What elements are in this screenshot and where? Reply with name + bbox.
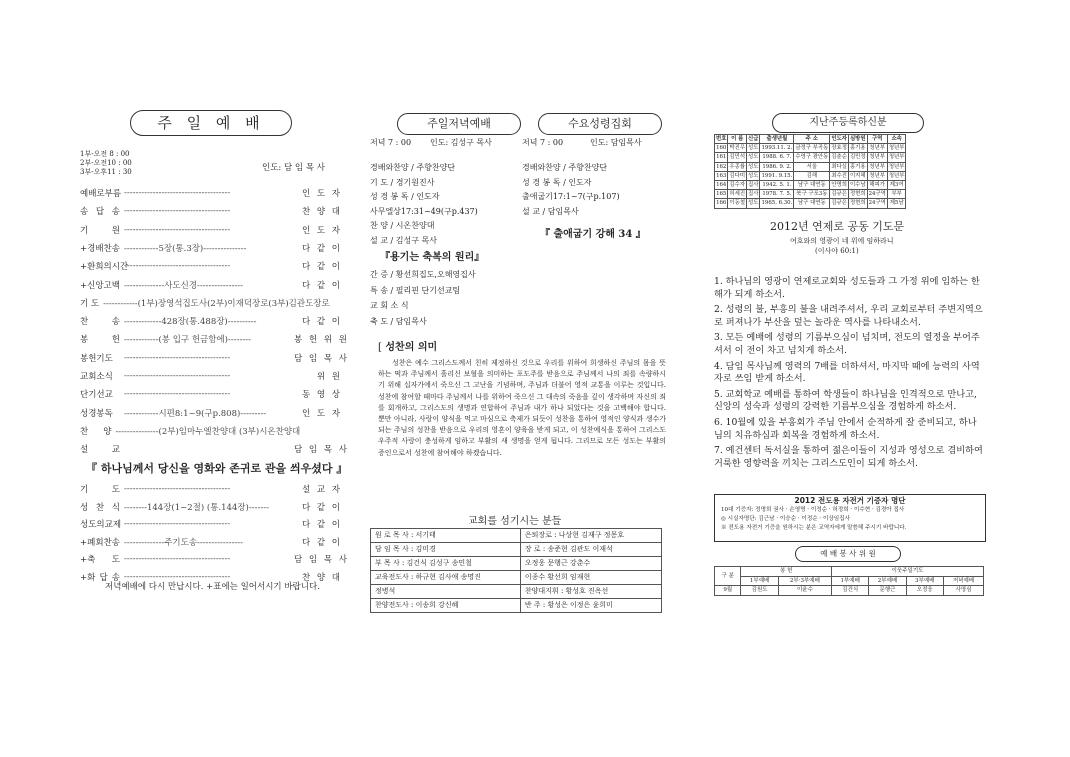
prayer-title: 2012년 연제로 공동 기도문 — [770, 220, 905, 233]
service-item-person: 인 도 자 — [301, 189, 342, 199]
servants-table — [370, 528, 662, 613]
servants-cell: 부 목 사 : 김건식 김성구 송민철 — [371, 557, 521, 571]
service-item-detail: --------144장(1~2절) (통.144장)------- — [124, 502, 269, 513]
register-cell: 김춘순 — [831, 154, 847, 161]
register-cell: 성도 — [748, 172, 759, 179]
register-cell: 162 — [716, 163, 727, 170]
duty-subheader-cell: 1부예배 — [741, 576, 778, 586]
register-cell: 정현희 — [849, 191, 866, 198]
service-item-detail: ------------------------------------- — [124, 572, 231, 582]
service-item-label: 기 도 — [80, 485, 120, 495]
service-row — [80, 552, 349, 566]
register-cell: 허세진 — [729, 191, 746, 198]
duty-subheader-cell: 2부·3부예배 — [778, 576, 831, 586]
service-item-label: +환희의시간 — [80, 262, 129, 273]
service-item-person: 담 임 목 사 — [294, 445, 349, 456]
service-time-2: 2부-오전10 : 00 — [80, 159, 132, 167]
register-cell: 제5남 — [887, 199, 906, 208]
duty-name-cell: 오정웅 — [906, 586, 943, 596]
servants-row — [371, 599, 662, 613]
register-cell: 청년부 — [867, 153, 887, 162]
register-header-cell: 주 소 — [794, 135, 830, 144]
service-item-label: 봉헌기도 — [80, 353, 113, 364]
meaning-text: 성찬은 예수 그리스도께서 친히 제정하신 것으로 우리를 위하여 희생하신 주님의 몸을 뜻하는 떡과 주님께서 흘리신 보혈을 의미하는 포도주를 받음으로 주님께서 나의 죄를 속량하시기 위해 십자가에서 죽으신 그 고난을 기념하며, 주님과 더불어 영적 교통을 이루는 것입니다. 성찬에 참여할 때마다 주님께서 나를 위하여 죽으신 그 대속의 죽음을 깊이 생각하며 자신의 죄를 회개하고, 그리스도의 생명과 연합하여 주님과 내가 하나 되었다는 것을 고백해야 합니다. 뿐만 아니라, 사랑이 양식을 먹고 마심으로 축제가 되듯이 성찬을 통하여 영적인 양식과 생수가 되는 주님의 성찬을 받음으로 우리의 영혼이 양육을 받게 되고, 이 성찬예식을 통하여 그리스도 우주적 사랑이 충성하게 임하고 부활의 새 생명을 얻게 됩니다. 그리므로 모든 성도는 부활의 증인으로서 성찬에 참여해야 하겠습니다. — [378, 359, 666, 457]
order-line: 성 경 봉 독 / 인도자 — [522, 177, 592, 187]
register-cell: 김민정 — [849, 154, 866, 161]
register-cell: 집사 — [748, 182, 759, 189]
register-cell: 부부 — [887, 190, 906, 199]
register-cell: 1978. 7. 5. — [760, 190, 794, 199]
register-cell: 성도 — [748, 145, 759, 152]
service-item-label: 찬 양 — [80, 426, 112, 437]
register-cell: 김다미 — [729, 172, 746, 179]
register-cell: 김민석 — [729, 154, 746, 161]
service-item-label: 찬 송 — [80, 317, 120, 328]
scholarship-line2: ◎ 시실자명단: 김근남 · 이승순 · 이정순 · 이상임집사 — [721, 516, 850, 522]
servants-cell: 이종수 황선희 임재현 — [520, 571, 661, 585]
duty-subheader-cell: 3부예배 — [906, 576, 943, 586]
register-cell: 청년부 — [867, 162, 887, 171]
service-item-label: +축 도 — [80, 555, 120, 566]
prayer-item: 7. 예건센터 독서실을 통하여 젊은이들이 지성과 영성으로 겸비하여 거룩한 영향력을 끼치는 그리스도인이 되게 하소서. — [714, 445, 983, 469]
duty-month: 9월 — [715, 586, 741, 596]
register-header-cell: 출생년월 — [760, 135, 794, 144]
service-item-label: 성도의교제 — [80, 520, 122, 531]
evening-leader: 인도: 김성구 목사 — [430, 138, 492, 147]
meaning-title-text: 성찬의 의미 — [385, 342, 438, 353]
service-item-detail: ------------(1부)장영석집도사(2부)이재덕장로(3부)김관도장로 — [103, 298, 330, 309]
register-cell: 청년부 — [888, 172, 905, 179]
sunday-worship-title: 주 일 예 배 — [130, 110, 292, 136]
register-cell: 24구역 — [868, 200, 886, 207]
service-row — [80, 296, 342, 310]
scholarship-line3: ※ 전도용 자전거 기증을 원하시는 분은 교역자에게 말씀해 주시기 바랍니다. — [721, 525, 907, 531]
register-cell: 최수진 — [831, 172, 847, 179]
service-item-label: +경배찬송 — [80, 243, 120, 254]
sunday-leader: 인도: 담 임 목 사 — [262, 163, 325, 173]
service-row — [80, 241, 342, 255]
prayer-item: 6. 10월에 있을 부흥회가 주님 안에서 순적하게 잘 준비되고, 하나님의 치유하심과 회복을 경험하게 하소서. — [714, 416, 977, 441]
order-line: 사무엘상17:31~49(구p.437) — [370, 206, 478, 216]
register-cell: 성도 — [748, 200, 759, 207]
service-row — [80, 406, 342, 420]
register-row — [715, 162, 906, 171]
register-cell: 이수남 — [849, 182, 866, 189]
service-item-detail: ------------(봉 입구 헌금함에)-------- — [124, 335, 251, 346]
service-row — [80, 500, 342, 514]
duty-name-cell: 사영심 — [943, 586, 983, 596]
service-item-detail: ------------------------------------- — [124, 371, 231, 381]
service-item-detail: ------------------------------------- — [124, 261, 231, 272]
service-item-detail: ------------------------------------- — [124, 352, 231, 363]
service-item-label: 설 교 — [80, 445, 120, 456]
order-line: 기 도 / 경기원진사 — [370, 177, 435, 187]
service-item-detail: ---------------(2부)임마누엘찬양대 (3부)시온찬양대 — [115, 426, 301, 437]
servants-row — [371, 529, 662, 543]
register-cell: 김수자 — [729, 182, 746, 189]
evening-time: 저녁 7 : 00 — [370, 138, 412, 147]
register-cell: 청년부 — [888, 145, 905, 152]
register-cell: 홍기용 — [849, 163, 866, 170]
register-cell: 1993.11. 2. — [761, 145, 793, 152]
register-cell: 이동철 — [729, 200, 746, 207]
service-item-detail: ------------------------------------- — [124, 188, 231, 198]
register-cell: 1988. 6. 7. — [760, 153, 794, 162]
servants-cell: 반 주 : 황성은 이정은 윤희미 — [520, 599, 661, 613]
service-item-label: 단기선교 — [80, 390, 113, 401]
register-cell: 성도 — [748, 163, 759, 170]
register-cell: 163 — [716, 172, 727, 179]
service-item-label: 성경봉독 — [80, 408, 113, 419]
register-cell: 1942. 5. 1. — [760, 181, 794, 190]
register-title: 지난주등록하신분 — [772, 113, 924, 133]
register-cell: 안명희 — [831, 182, 847, 189]
wednesday-leader: 인도: 담임목사 — [590, 138, 642, 147]
wednesday-title: 수요성령집회 — [538, 113, 662, 135]
servants-title: 교회를 섬기시는 분들 — [468, 516, 562, 527]
register-cell: 김규은 — [831, 200, 847, 207]
service-item-person: 다 같 이 — [301, 537, 342, 548]
servants-cell: 오정웅 문행근 강춘수 — [520, 557, 661, 571]
service-item-person: 담 임 목 사 — [294, 555, 349, 566]
service-item-person: 다 같 이 — [301, 502, 342, 513]
servants-cell: 장 로 : 송준현 김관도 이재석 — [520, 543, 661, 557]
service-item-detail: ------------------------------------- — [124, 554, 231, 565]
duty-name-cell: 김원도 — [741, 586, 778, 596]
order-line: 축 도 / 담임목사 — [370, 316, 427, 326]
servants-cell: 원 로 목 사 : 서기태 — [371, 529, 521, 543]
servants-cell: 찬양전도사 : 이송희 강신혜 — [371, 599, 521, 613]
wednesday-sermon-title: 『 출애굽기 강해 34 』 — [540, 229, 646, 240]
service-item-label: 성 찬 식 — [80, 502, 120, 513]
register-cell: 164 — [716, 182, 727, 189]
duty-name-cell: 문행근 — [869, 586, 906, 596]
scholarship-box — [714, 494, 986, 542]
register-row — [715, 144, 906, 153]
service-item-detail: ------------5장(통.3장)--------------- — [124, 243, 247, 254]
servants-cell: 정병석 — [371, 585, 521, 599]
service-row — [80, 442, 349, 456]
register-cell: 1986. 9. 2. — [760, 162, 794, 171]
service-item-detail: ------------------------------------- — [124, 519, 231, 530]
service-item-person: 담 임 목 사 — [294, 353, 349, 364]
service-times — [80, 150, 132, 177]
register-header-cell: 소속 — [887, 135, 906, 144]
servants-row — [371, 585, 662, 599]
register-row — [715, 199, 906, 208]
service-row — [80, 278, 342, 292]
service-row — [80, 259, 342, 273]
register-cell: 김규은 — [831, 191, 847, 198]
service-item-label: +신앙고백 — [80, 280, 120, 291]
service-time-1: 1부-오전 8 : 00 — [80, 150, 130, 158]
prayer-list — [714, 276, 984, 473]
duty-head-offering: 봉 헌 — [741, 567, 832, 577]
order-line: 교 회 소 식 — [370, 301, 409, 310]
service-row — [80, 223, 342, 237]
duty-head-category: 구 분 — [715, 567, 741, 586]
register-cell: 최다실 — [831, 163, 847, 170]
service-item-detail: ------------------------------------- — [124, 484, 231, 494]
order-line: 간 증 / 황선희집도,오해영집사 — [370, 270, 476, 279]
register-cell: 1991. 9.15. — [761, 172, 793, 179]
register-cell: 수영구 광안동 — [795, 154, 829, 161]
prayer-ref: (이사야 60:1) — [815, 247, 859, 255]
service-item-label: +폐회찬송 — [80, 537, 120, 548]
servants-cell: 은퇴장로 : 나상현 김재구 정몽호 — [520, 529, 661, 543]
service-item-label: +화 답 송 — [80, 573, 120, 583]
duty-title: 예 배 봉 사 위 원 — [795, 546, 901, 562]
register-cell: 제3여 — [887, 181, 906, 190]
servants-row — [371, 557, 662, 571]
service-item-person: 찬 양 대 — [301, 573, 342, 583]
register-cell: 남구 대연동 — [794, 199, 830, 208]
service-item-detail: --------------주기도송---------------- — [124, 537, 244, 548]
register-cell: 정현희 — [849, 200, 866, 207]
evening-worship-title: 주일저녁예배 — [397, 113, 521, 135]
service-item-detail: ------------------------------------- — [124, 224, 231, 235]
service-item-label: 송 답 송 — [80, 207, 120, 218]
register-cell: 24구역 — [868, 191, 886, 198]
meaning-title — [378, 338, 437, 353]
service-item-person: 설 교 자 — [301, 485, 342, 495]
prayer-verse: 여호와의 영광이 네 위에 임하라니 — [790, 237, 894, 245]
register-cell: 집사 — [748, 191, 759, 198]
service-row — [80, 424, 342, 438]
register-cell: 청년부 — [888, 163, 905, 170]
servants-cell: 담 임 목 사 : 김미경 — [371, 543, 521, 557]
service-item-label: 기 원 — [80, 225, 120, 236]
service-row — [80, 369, 342, 383]
register-cell: 1965. 6.30. — [761, 200, 793, 207]
register-cell: 홍기용 — [849, 145, 866, 152]
register-cell: 청년부 — [867, 171, 887, 180]
order-line: 경배와찬양 / 주향찬양단 — [522, 163, 608, 172]
service-item-detail: -------------428장(통.488장)---------- — [124, 317, 257, 328]
servants-row — [371, 571, 662, 585]
service-item-detail: ------------------------------------- — [124, 206, 231, 217]
duty-name-cell: 김건식 — [832, 586, 869, 596]
service-row — [80, 332, 349, 346]
service-item-person: 인 도 자 — [301, 408, 342, 419]
service-item-person: 다 같 이 — [301, 520, 342, 531]
service-item-label: 예배로부름 — [80, 189, 122, 199]
order-line: 설 교 / 담임목사 — [522, 206, 579, 216]
service-item-label: 봉 헌 — [80, 335, 120, 346]
register-cell: 166 — [716, 200, 727, 207]
prayer-item: 1. 하나님의 영광이 연제로교회와 성도들과 그 가정 위에 임하는 한 해가 되게 하소서. — [714, 276, 980, 300]
register-cell: 우종률 — [729, 163, 746, 170]
service-time-3: 3부-오후11 : 30 — [80, 168, 132, 176]
register-cell: 박진우 — [729, 145, 746, 152]
duty-table — [714, 566, 984, 596]
register-cell: 서울 — [794, 162, 830, 171]
service-item-person: 다 같 이 — [301, 262, 342, 273]
register-header-cell: 번호 — [716, 136, 727, 142]
evening-sermon-title: 『용기는 축복의 원리』 — [380, 252, 485, 263]
service-item-person: 위 원 — [316, 372, 342, 382]
register-header-cell: 이 름 — [728, 135, 747, 144]
register-cell: 남구 대연동 — [794, 181, 830, 190]
servants-row — [371, 543, 662, 557]
service-row — [80, 351, 349, 365]
register-header-cell: 신급 — [748, 136, 759, 142]
scholarship-title: 2012 전도용 자전거 기증자 명단 — [794, 496, 906, 505]
service-item-person: 다 같 이 — [301, 317, 342, 328]
prayer-item: 3. 모든 예배에 성령의 기름부으심이 넘치며, 전도의 열정을 부어주셔서 이 전이 차고 넘치게 하소서. — [714, 332, 980, 356]
service-item-detail: --------------사도신경---------------- — [124, 280, 244, 291]
servants-cell: 찬양대지휘 : 황성호 진옥선 — [520, 585, 661, 599]
wednesday-time: 저녁 7 : 00 — [522, 138, 564, 147]
register-cell: 김해 — [794, 171, 830, 180]
order-line: 설 교 / 김성구 목사 — [370, 236, 437, 245]
service-item-detail: ------------------------------------- — [124, 389, 231, 400]
scholarship-line1: 10대 기증자: 정명희 권사 · 손영명 · 이정순 · 허정희 · 이수현 · 김경아 집사 — [721, 507, 905, 513]
meaning-marker: [ — [378, 342, 382, 353]
service-row — [80, 517, 342, 531]
register-cell: 165 — [716, 191, 727, 198]
register-row — [715, 171, 906, 180]
prayer-item: 2. 성령의 불, 부흥의 불을 내려주셔서, 우리 교회로부터 주변지역으로 퍼져나가 부산을 덮는 놀라운 역사를 나타내소서. — [714, 304, 983, 328]
register-table — [714, 134, 906, 209]
service-item-detail: ------------시편8:1~9(구p.808)--------- — [124, 408, 267, 419]
register-row — [715, 153, 906, 162]
service-item-person: 인 도 자 — [301, 225, 342, 236]
service-row — [80, 186, 342, 200]
register-cell: 장효정 — [831, 145, 847, 152]
prayer-item: 4. 담임 목사님께 영력의 7배를 더하셔서, 마지막 때에 능력의 사역자로 쓰임 받게 하소서. — [714, 360, 980, 385]
duty-subheader-cell: 1부예배 — [832, 576, 869, 586]
duty-name-cell: 이윤수 — [778, 586, 831, 596]
register-cell: 성도 — [748, 154, 759, 161]
register-header-cell: 인도자 — [831, 136, 847, 142]
register-cell: 청년부 — [888, 154, 905, 161]
register-cell: 160 — [716, 145, 727, 152]
order-line: 출애굽기17:1~7(구p.107) — [522, 192, 620, 202]
sunday-footer: 저녁예배에 다시 만납시다. +표에는 일어서시기 바랍니다. — [105, 582, 320, 592]
duty-head-prayer: 이웃주일기도 — [832, 567, 984, 577]
order-line: 특 송 / 필리핀 단기선교팀 — [370, 285, 461, 295]
register-cell: 북구 구포3동 — [794, 190, 830, 199]
service-row — [80, 535, 342, 549]
service-row — [80, 387, 342, 401]
prayer-item: 5. 교회학교 예배를 통하여 학생들이 하나님을 인격적으로 만나고, 신앙의 성숙과 성령의 강력한 기름부으심을 경험하게 하소서. — [714, 388, 977, 413]
service-item-person: 동 영 상 — [301, 390, 342, 401]
duty-subheader-cell: 2부예배 — [869, 576, 906, 586]
sunday-sermon-title: 『 하나님께서 당신을 영화와 존귀로 관을 씌우셨다 』 — [86, 462, 348, 475]
service-row — [80, 314, 342, 328]
service-item-person: 찬 양 대 — [301, 207, 342, 218]
service-item-person: 다 같 이 — [301, 280, 342, 291]
register-header-cell: 심방원 — [849, 136, 866, 142]
duty-subheader-cell: 저녁예배 — [943, 576, 983, 586]
service-item-label: 기 도 — [80, 298, 100, 309]
register-cell: 이지혜 — [849, 172, 866, 179]
service-row — [80, 204, 342, 218]
order-line: 성 경 봉 독 / 인도자 — [370, 192, 440, 202]
register-cell: 청년부 — [867, 144, 887, 153]
servants-cell: 교육전도사 : 하규현 김사애 송명진 — [371, 571, 521, 585]
register-cell: 금정구 부곡동 — [795, 145, 829, 152]
service-item-person: 다 같 이 — [301, 243, 342, 254]
register-header-cell: 구역 — [867, 135, 887, 144]
order-line: 경배와찬양 / 주향찬양단 — [370, 163, 456, 172]
order-line: 찬 양 / 시온찬양대 — [370, 221, 435, 231]
register-cell: 해피가 — [867, 181, 887, 190]
service-row — [80, 482, 342, 496]
service-item-person: 봉 헌 위 원 — [294, 335, 349, 346]
register-row — [715, 181, 906, 190]
register-cell: 161 — [716, 154, 727, 161]
register-row — [715, 190, 906, 199]
service-item-label: 교회소식 — [80, 372, 113, 382]
